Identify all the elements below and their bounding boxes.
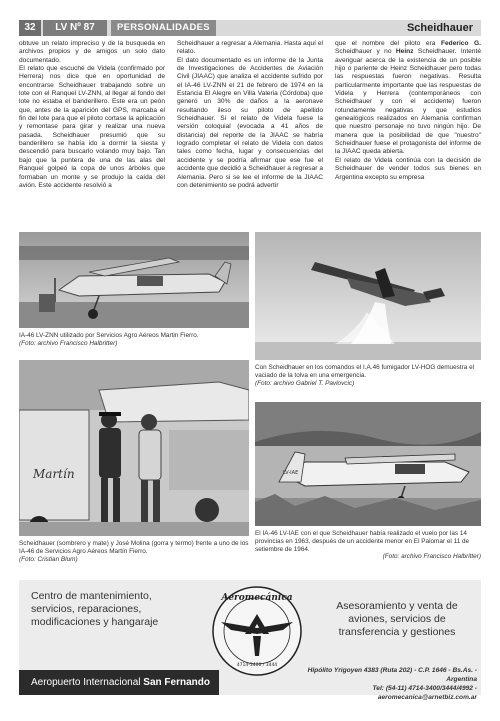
paragraph: Scheidhauer a regresar a Alemania. Hasta aquí el relato. (177, 40, 323, 56)
photo-scheidhauer-molina (19, 360, 249, 536)
page-header (19, 20, 481, 36)
photo-ia46-lv-iae (255, 402, 481, 526)
paragraph: obtuve un relato impreciso y de la busqueda en archivos propios y de amigos un solo dato documentado. (19, 40, 165, 64)
aeromecanica-advertisement (19, 580, 481, 701)
text-column-1 (19, 40, 165, 190)
logo-wordmark: Aeromecánica (221, 593, 293, 603)
ad-airport-band: Aeropuerto Internacional San Fernando (19, 670, 219, 695)
paragraph: que el nombre del piloto era Federico G. Scheidhauer y no Heinz Scheidhauer. Intenté averiguar acerca de la existencia de un posible hijo o pariente de Heinz Scheidhauer pero todas las respuestas fueron negativas. Resulta particularmente importante que las respuestas de Videla y Herrera (contemporáneos con Scheidhauer y con el accidente) fueron rotundamente negativas y que estudios genealógicos realizados en Alemania confirman que nuestro personaje no tuvo ningún hijo. De manera que la posibilidad de que "nuestro" Scheidhauer fuese el protagonista del informe de la JIAAC queda abierta. (335, 40, 481, 156)
photo-ia46-lv-znn (19, 232, 249, 328)
paragraph: El dato documentado es un informe de la Junta de Investigaciones de Accidentes de Aviación Civil (JIAAC) que analiza el accidente sufrido por el IA-46 LV-ZNN el 21 de febrero de 1974 en la Estancia El Alegre en Villa Valeria (Córdoba) que generó un 30% de daños a la aeronave resultando ileso su piloto de apellido Scheidhauer. Si el relato de Videla fuese la versión coloquial (evocada a 41 años de distancia) del reporte de la JIAAC se habría logrado completar el relato de Videla con datos tales como fecha, lugar y consecuencias del accidente y se podría afirmar que ese fue el accidente que decidió a Scheidhauer a regresar a Alemania. Pero si se lee el informe de la JIAAC con detenimiento se podrá advertir (177, 56, 323, 189)
svg-text:Martín: Martín (33, 467, 75, 481)
caption-photo-4: El IA-46 LV-IAE con el que Scheidhauer había realizado el vuelo por las 14 provincias en 1963, después de un accidente menor en El Palomar el 11 de setiembre de 1964. (Foto: archivo Francisco Halbritter) (255, 530, 481, 561)
photo-lv-hog-flight (255, 232, 481, 360)
paragraph: El relato que escuché de Videla (confirmado por Herrera) nos dice que en oportunidad de encontrarse Scheidhauer trabajando sobre un lote con el Ranquel LV-ZNN, al llegar al fondo del lote no estaba el banderillero. Este era un peón que, antes de la aparición del GPS, marcaba el fin del lote para que el piloto cortase la aplicación y remontase para girar y realizar una nueva pasada. Scheidhauer presumió que su banderillero se había ido a dormir la siesta y descendió para buscarlo volando muy bajo. Tan bajo que la puntera de una de las alas del Ranquel golpeó la copa de unos árboles que formaban un monte y se produjo la caída del avión. Este accidente resolvió a (19, 65, 165, 189)
svg-text:LV-IAE: LV-IAE (283, 470, 299, 476)
text-column-2 (177, 40, 323, 190)
caption-photo-1: IA-46 LV-ZNN utilizado por Servicios Agro Aéreos Martin Fierro. (Foto: archivo Francisco Halbritter) (19, 332, 199, 347)
page-number: 32 (19, 20, 41, 36)
paragraph: El relato de Videla continúa con la decisión de Scheidhauer de vender todos sus bienes en Argentina excepto su empresa (335, 156, 481, 181)
logo-phone: 4714-3400 / 3444 (236, 663, 278, 668)
ad-sales-text: Asesoramiento y venta de aviones, servicios de transferencia y gestiones (336, 600, 458, 638)
article-name: Scheidhauer (406, 22, 473, 34)
pilot-name-bold: Federico G. (440, 40, 481, 47)
text-column-3 (335, 40, 481, 182)
ad-address: Hipólito Yrigoyen 4383 (Ruta 202) - C.P. 1646 - Bs.As. - Argentina Tel: (54-11) 4714-3400/3444/4992 - aeromecanica@arnetbiz.com.ar (307, 667, 477, 701)
caption-photo-2: Con Scheidhauer en los comandos el I.A.46 fumigador LV-HOG demuestra el vaciado de la tolva en una emergencia. (Foto: archivo Gabriel T. Pavlovcic) (255, 364, 475, 387)
magazine-issue: LV Nº 87 (43, 20, 107, 36)
caption-photo-3: Scheidhauer (sombrero y mate) y José Molina (gorra y termo) frente a uno de los IA-46 de Servicios Agro Aéreos Martín Fierro. (Foto: Cristian Blum) (19, 540, 249, 563)
section-title: PERSONALIDADES (111, 20, 216, 36)
ad-services-text: Centro de mantenimiento, servicios, reparaciones, modificaciones y hangaraje (31, 590, 159, 628)
heinz-bold: Heinz (395, 48, 414, 56)
